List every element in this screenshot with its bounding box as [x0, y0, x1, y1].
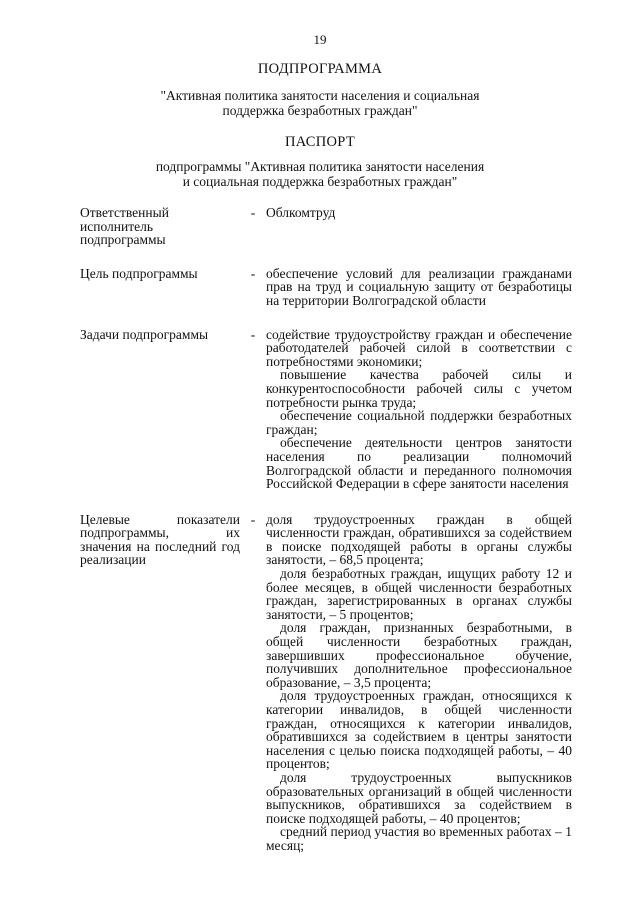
header-subtitle-line2: поддержка безработных граждан" [222, 103, 418, 118]
passport-title: ПАСПОРТ [284, 134, 356, 150]
passport-table [80, 206, 572, 853]
row-indicators [80, 513, 572, 853]
row-body [266, 513, 572, 853]
row-label: Ответственный исполнитель подпрограммы [80, 205, 169, 248]
row-dash: - [250, 326, 256, 342]
row-dash: - [250, 265, 256, 281]
row-label: Задачи подпрограммы [80, 326, 209, 342]
row-paragraph: обеспечение социальной поддержки безработных граждан; [266, 408, 572, 437]
row-paragraph: средний период участия во временных работах – 1 месяц; [266, 824, 572, 853]
row-paragraph: содействие трудоустройству граждан и обеспечение работодателей рабочей силой в соответствии с потребностями экономики; [266, 326, 572, 369]
row-dash: - [250, 511, 256, 527]
row-paragraph: Облкомтруд [266, 205, 336, 220]
row-body [266, 206, 572, 220]
header-subtitle-line1: "Активная политика занятости населения и социальная [160, 88, 480, 103]
row-paragraph: обеспечение деятельности центров занятости населения по реализации полномочий Волгоградской области и переданного полномочия Российской Федерации в сфере занятости населения [266, 435, 572, 492]
row-tasks [80, 328, 572, 491]
row-goal [80, 267, 572, 308]
row-paragraph: доля трудоустроенных граждан в общей численности граждан, обратившихся за содействием в поиске подходящей работы в органы службы занятости, – 68,5 процента; [266, 511, 572, 568]
passport-subtitle-line1: подпрограммы "Активная политика занятости населения [155, 159, 485, 174]
row-dash: - [250, 205, 256, 220]
row-paragraph: обеспечение условий для реализации гражданами прав на труд и социальную защиту от безработицы на территории Волгоградской области [266, 265, 572, 308]
row-body [266, 328, 572, 491]
row-paragraph: доля безработных граждан, ищущих работу 12 и более месяцев, в общей численности безработных граждан, зарегистрированных в органах службы занятости, – 5 процентов; [266, 566, 572, 622]
row-paragraph: повышение качества рабочей силы и конкурентоспособности рабочей силы с учетом потребности рынка труда; [266, 367, 572, 410]
document-header [0, 62, 640, 118]
row-label: Цель подпрограммы [80, 265, 198, 281]
header-title: ПОДПРОГРАММА [257, 61, 383, 77]
row-responsible [80, 206, 572, 247]
row-paragraph: доля трудоустроенных граждан, относящихся к категории инвалидов, в общей численности граждан, относящихся к категории инвалидов, обратившихся за содействием в центры занятости населения с целью поиска подходящей работы, – 40 процентов; [266, 688, 572, 772]
page-number: 19 [313, 32, 327, 47]
row-paragraph: доля граждан, признанных безработными, в общей численности безработных граждан, завершивших профессиональное обучение, получивших дополнительное профессиональное образование, – 3,5 процента; [266, 620, 572, 690]
passport-subtitle-line2: и социальная поддержка безработных граждан" [182, 174, 458, 189]
row-body [266, 267, 572, 308]
row-label: Целевые показатели подпрограммы, их значения на последний год реализации [80, 511, 240, 568]
passport-header [0, 135, 640, 189]
row-paragraph: доля трудоустроенных выпускников образовательных организаций в общей численности выпускников, обратившихся за содействием в поиске подходящей работы, – 40 процентов; [266, 769, 572, 826]
